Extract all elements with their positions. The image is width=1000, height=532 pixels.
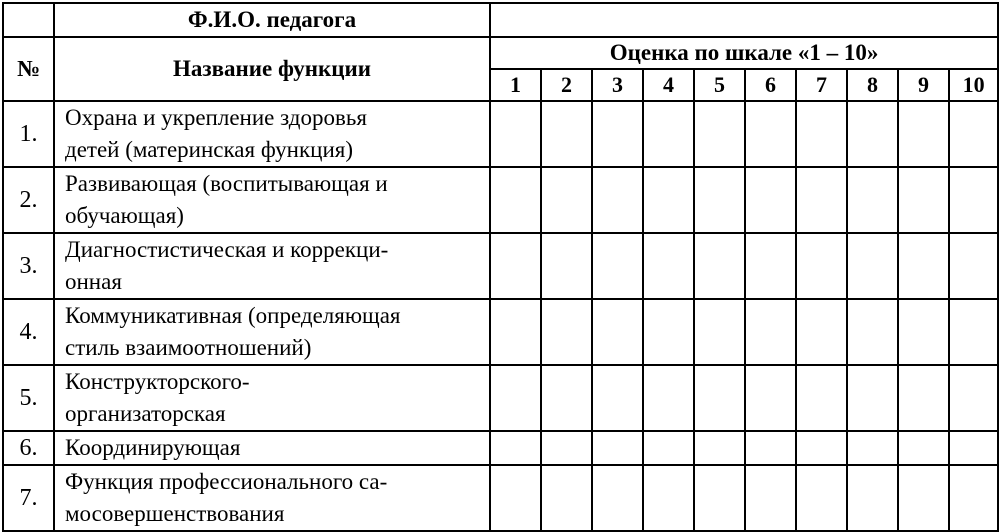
score-cell-7[interactable]	[796, 431, 847, 465]
header-row-fio	[3, 3, 998, 37]
score-cell-10[interactable]	[949, 167, 998, 233]
evaluation-table	[2, 2, 999, 532]
score-cell-1[interactable]	[490, 299, 541, 365]
score-cell-8[interactable]	[847, 431, 898, 465]
row-number: 4.	[3, 299, 54, 365]
score-cell-8[interactable]	[847, 365, 898, 431]
score-cell-7[interactable]	[796, 465, 847, 531]
score-header-3: 3	[592, 69, 643, 101]
score-cell-2[interactable]	[541, 465, 592, 531]
function-name	[54, 101, 490, 167]
score-cell-9[interactable]	[898, 167, 949, 233]
function-name-line: детей (материнская функция)	[65, 137, 354, 162]
score-cell-2[interactable]	[541, 101, 592, 167]
function-row	[3, 431, 998, 465]
score-cell-4[interactable]	[643, 365, 694, 431]
score-cell-4[interactable]	[643, 233, 694, 299]
score-cell-5[interactable]	[694, 101, 745, 167]
function-name-line: Функция профессионального са-	[65, 469, 388, 494]
score-cell-9[interactable]	[898, 431, 949, 465]
scale-header: Оценка по шкале «1 – 10»	[490, 37, 998, 69]
number-column-header: №	[3, 37, 54, 101]
score-cell-8[interactable]	[847, 299, 898, 365]
score-header-2: 2	[541, 69, 592, 101]
score-cell-3[interactable]	[592, 101, 643, 167]
score-cell-8[interactable]	[847, 233, 898, 299]
score-cell-10[interactable]	[949, 233, 998, 299]
score-cell-4[interactable]	[643, 299, 694, 365]
function-name-column-header: Название функции	[54, 37, 490, 101]
score-cell-9[interactable]	[898, 101, 949, 167]
score-cell-4[interactable]	[643, 167, 694, 233]
score-cell-5[interactable]	[694, 233, 745, 299]
score-cell-10[interactable]	[949, 101, 998, 167]
function-name-line: Развивающая (воспитывающая и	[65, 171, 388, 196]
score-cell-3[interactable]	[592, 431, 643, 465]
score-cell-7[interactable]	[796, 167, 847, 233]
score-header-6: 6	[745, 69, 796, 101]
function-name-line: Коммуникативная (определяющая	[65, 303, 401, 328]
row-number: 5.	[3, 365, 54, 431]
score-cell-1[interactable]	[490, 465, 541, 531]
score-cell-5[interactable]	[694, 431, 745, 465]
score-cell-4[interactable]	[643, 101, 694, 167]
score-cell-1[interactable]	[490, 101, 541, 167]
score-cell-1[interactable]	[490, 167, 541, 233]
score-cell-10[interactable]	[949, 365, 998, 431]
score-cell-6[interactable]	[745, 365, 796, 431]
score-cell-6[interactable]	[745, 167, 796, 233]
function-name	[54, 431, 490, 465]
row-number: 7.	[3, 465, 54, 531]
score-cell-9[interactable]	[898, 233, 949, 299]
score-cell-7[interactable]	[796, 233, 847, 299]
score-cell-9[interactable]	[898, 465, 949, 531]
score-cell-2[interactable]	[541, 431, 592, 465]
score-header-7: 7	[796, 69, 847, 101]
score-cell-3[interactable]	[592, 465, 643, 531]
row-number: 1.	[3, 101, 54, 167]
score-cell-1[interactable]	[490, 431, 541, 465]
function-row	[3, 465, 998, 531]
header-blank-cell	[3, 3, 54, 37]
teacher-name-label: Ф.И.О. педагога	[54, 3, 490, 37]
score-cell-2[interactable]	[541, 365, 592, 431]
function-name-line: мосовершенствования	[65, 501, 285, 526]
score-header-4: 4	[643, 69, 694, 101]
score-cell-1[interactable]	[490, 233, 541, 299]
function-name-line: стиль взаимоотношений)	[65, 335, 312, 360]
score-cell-8[interactable]	[847, 101, 898, 167]
score-cell-10[interactable]	[949, 299, 998, 365]
function-name	[54, 167, 490, 233]
score-header-8: 8	[847, 69, 898, 101]
function-name-line: организаторская	[65, 401, 226, 426]
function-name	[54, 465, 490, 531]
score-cell-4[interactable]	[643, 465, 694, 531]
score-cell-5[interactable]	[694, 299, 745, 365]
score-header-9: 9	[898, 69, 949, 101]
function-row	[3, 299, 998, 365]
score-header-1: 1	[490, 69, 541, 101]
score-cell-10[interactable]	[949, 431, 998, 465]
function-name-line: Охрана и укрепление здоровья	[65, 105, 367, 130]
function-name-line: онная	[65, 269, 122, 294]
score-cell-3[interactable]	[592, 299, 643, 365]
score-cell-6[interactable]	[745, 299, 796, 365]
function-row	[3, 167, 998, 233]
score-cell-8[interactable]	[847, 167, 898, 233]
score-cell-3[interactable]	[592, 233, 643, 299]
score-cell-5[interactable]	[694, 365, 745, 431]
score-header-5: 5	[694, 69, 745, 101]
function-name-line: Конструкторского-	[65, 369, 250, 394]
function-name	[54, 365, 490, 431]
score-cell-3[interactable]	[592, 167, 643, 233]
score-cell-2[interactable]	[541, 167, 592, 233]
score-cell-2[interactable]	[541, 299, 592, 365]
score-cell-9[interactable]	[898, 299, 949, 365]
function-row	[3, 101, 998, 167]
score-cell-7[interactable]	[796, 101, 847, 167]
score-cell-6[interactable]	[745, 101, 796, 167]
score-cell-6[interactable]	[745, 465, 796, 531]
function-name-line: обучающая)	[65, 203, 184, 228]
score-cell-5[interactable]	[694, 167, 745, 233]
function-row	[3, 365, 998, 431]
score-cell-8[interactable]	[847, 465, 898, 531]
function-name-line: Координирующая	[65, 435, 241, 460]
function-name	[54, 233, 490, 299]
header-row-scale	[3, 37, 998, 69]
score-cell-1[interactable]	[490, 365, 541, 431]
row-number: 2.	[3, 167, 54, 233]
teacher-name-value-cell[interactable]	[490, 3, 998, 37]
score-cell-4[interactable]	[643, 431, 694, 465]
function-name-line: Диагностистическая и коррекци-	[65, 237, 389, 262]
score-cell-7[interactable]	[796, 365, 847, 431]
score-cell-9[interactable]	[898, 365, 949, 431]
score-header-10: 10	[949, 69, 998, 101]
score-cell-5[interactable]	[694, 465, 745, 531]
score-cell-7[interactable]	[796, 299, 847, 365]
function-name	[54, 299, 490, 365]
score-cell-6[interactable]	[745, 233, 796, 299]
score-cell-3[interactable]	[592, 365, 643, 431]
row-number: 6.	[3, 431, 54, 465]
row-number: 3.	[3, 233, 54, 299]
score-cell-2[interactable]	[541, 233, 592, 299]
score-cell-6[interactable]	[745, 431, 796, 465]
function-row	[3, 233, 998, 299]
score-cell-10[interactable]	[949, 465, 998, 531]
